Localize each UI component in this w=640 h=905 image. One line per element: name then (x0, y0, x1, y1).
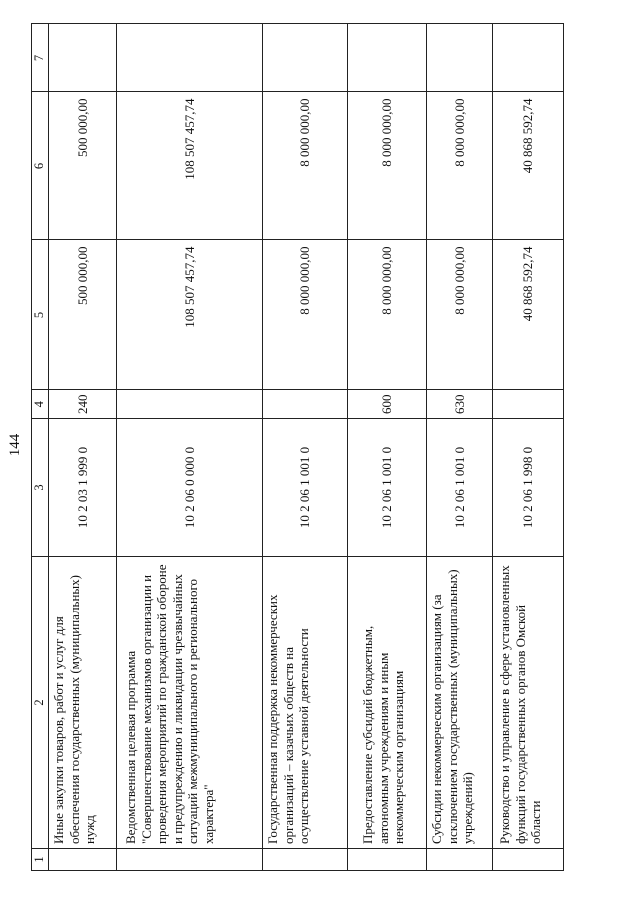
row-amount-col6-cell: 8 000 000,00 (427, 92, 493, 240)
row-col7-cell (117, 24, 263, 92)
table-row (348, 24, 427, 871)
row-col7-cell (263, 24, 348, 92)
row-amount-col6-cell: 8 000 000,00 (263, 92, 348, 240)
table-row (427, 24, 493, 871)
row-col7-cell (49, 24, 117, 92)
column-header-7: 7 (32, 24, 49, 92)
row-amount-col5-cell: 500 000,00 (49, 240, 117, 390)
row-name-cell: Субсидии некоммерческим организациям (за исключением государственных (муниципальных) учреждений) (427, 557, 493, 849)
row-amount-col6-cell: 108 507 457,74 (117, 92, 263, 240)
row-code-cell: 10 2 03 1 999 0 (49, 419, 117, 557)
row-expense-type-cell: 600 (348, 390, 427, 419)
column-header-4: 4 (32, 390, 49, 419)
row-col7-cell (427, 24, 493, 92)
page-number: 144 (7, 433, 23, 457)
row-expense-type-cell (493, 390, 564, 419)
row-code-cell: 10 2 06 1 998 0 (493, 419, 564, 557)
row-code-cell: 10 2 06 1 001 0 (263, 419, 348, 557)
row-amount-col6-cell: 500 000,00 (49, 92, 117, 240)
row-col7-cell (348, 24, 427, 92)
row-name-cell: Ведомственная целевая программа "Совершенствование механизмов организации и проведения мероприятий по гражданской обороне и предупреждению и ликвидации чрезвычайных ситуаций межмуниципального и регионального характера" (117, 557, 263, 849)
row-expense-type-cell (263, 390, 348, 419)
table-row (117, 24, 263, 871)
row-col1-cell (263, 849, 348, 871)
column-header-6: 6 (32, 92, 49, 240)
column-header-5: 5 (32, 240, 49, 390)
row-amount-col5-cell: 108 507 457,74 (117, 240, 263, 390)
row-amount-col6-cell: 40 868 592,74 (493, 92, 564, 240)
column-header-1: 1 (32, 849, 49, 871)
row-name-cell: Иные закупки товаров, работ и услуг для обеспечения государственных (муниципальных) нужд (49, 557, 117, 849)
row-code-cell: 10 2 06 1 001 0 (427, 419, 493, 557)
row-amount-col6-cell: 8 000 000,00 (348, 92, 427, 240)
row-col1-cell (348, 849, 427, 871)
row-code-cell: 10 2 06 1 001 0 (348, 419, 427, 557)
row-name-cell: Предоставление субсидий бюджетным, автономным учреждениям и иным некоммерческим организациям (348, 557, 427, 849)
budget-table (31, 24, 564, 872)
column-header-3: 3 (32, 419, 49, 557)
column-header-2: 2 (32, 557, 49, 849)
table-row (263, 24, 348, 871)
header-row (32, 24, 49, 871)
row-amount-col5-cell: 8 000 000,00 (348, 240, 427, 390)
row-col7-cell (493, 24, 564, 92)
row-code-cell: 10 2 06 0 000 0 (117, 419, 263, 557)
table-row (49, 24, 117, 871)
row-expense-type-cell: 630 (427, 390, 493, 419)
row-name-cell: Руководство и управление в сфере установленных функций государственных органов Омской области (493, 557, 564, 849)
row-expense-type-cell (117, 390, 263, 419)
row-amount-col5-cell: 40 868 592,74 (493, 240, 564, 390)
row-col1-cell (493, 849, 564, 871)
row-col1-cell (117, 849, 263, 871)
row-name-cell: Государственная поддержка некоммерческих организаций – казачьих обществ на осуществление уставной деятельности (263, 557, 348, 849)
row-amount-col5-cell: 8 000 000,00 (427, 240, 493, 390)
row-col1-cell (49, 849, 117, 871)
table-row (493, 24, 564, 871)
row-col1-cell (427, 849, 493, 871)
row-amount-col5-cell: 8 000 000,00 (263, 240, 348, 390)
row-expense-type-cell: 240 (49, 390, 117, 419)
